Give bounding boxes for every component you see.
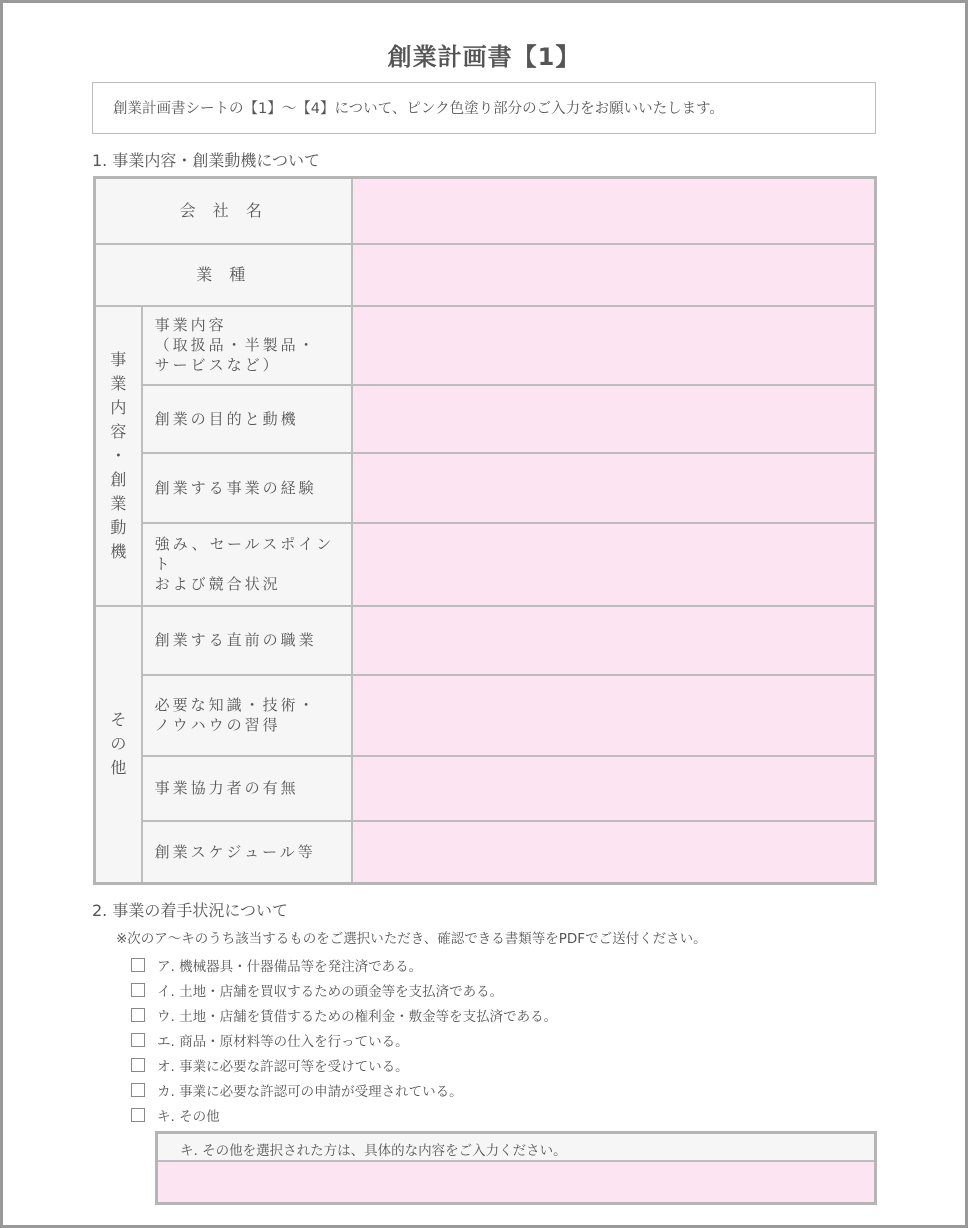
other-group-label — [95, 606, 142, 884]
option-i[interactable]: イ. 土地・店舗を買収するための頭金等を支払済である。 — [131, 977, 557, 1002]
instruction-notice: 創業計画書シートの【1】〜【4】について、ピンク色塗り部分のご入力をお願いいたします。 — [92, 82, 876, 134]
group1-label-char: 機 — [110, 541, 127, 561]
group1-label-char: 業 — [110, 373, 127, 393]
section2-note: ※次のア〜キのうち該当するものをご選択いただき、確認できる書類等をPDFでご送付ください。 — [116, 931, 707, 947]
checkbox[interactable] — [131, 1058, 145, 1072]
group1-label-char: 容 — [110, 421, 127, 441]
collaborators-input[interactable] — [352, 756, 875, 821]
option-a[interactable]: ア. 機械器具・什器備品等を発注済である。 — [131, 952, 557, 977]
knowledge-skills-label: 必要な知識・技術・ ノウハウの習得 — [142, 675, 353, 756]
option-ka[interactable]: カ. 事業に必要な許認可の申請が受理されている。 — [131, 1077, 557, 1102]
previous-job-input[interactable] — [352, 606, 875, 675]
group1-label-char: 内 — [110, 397, 127, 417]
group1-label-char: 事 — [110, 349, 127, 369]
checkbox[interactable] — [131, 1033, 145, 1047]
checkbox[interactable] — [131, 1108, 145, 1122]
group1-label-char: 業 — [110, 493, 127, 513]
option-o[interactable]: オ. 事業に必要な許認可等を受けている。 — [131, 1052, 557, 1077]
section2-heading: 2. 事業の着手状況について — [92, 901, 289, 920]
industry-label: 業 種 — [95, 244, 353, 306]
strengths-competition-input[interactable] — [352, 523, 875, 606]
group1-label-char: ・ — [110, 445, 127, 465]
purpose-motive-label: 創業の目的と動機 — [142, 385, 353, 453]
section1-heading: 1. 事業内容・創業動機について — [92, 151, 321, 170]
schedule-label: 創業スケジュール等 — [142, 821, 353, 884]
business-experience-input[interactable] — [352, 453, 875, 523]
group1-label-char: 動 — [110, 517, 127, 537]
checkbox[interactable] — [131, 1083, 145, 1097]
status-checklist — [131, 952, 557, 1127]
business-content-input[interactable] — [352, 306, 875, 385]
collaborators-label: 事業協力者の有無 — [142, 756, 353, 821]
checkbox[interactable] — [131, 983, 145, 997]
business-content-label: 事業内容 （取扱品・半製品・ サービスなど） — [142, 306, 353, 385]
industry-input[interactable] — [352, 244, 875, 306]
strengths-competition-label: 強み、セールスポイント および競合状況 — [142, 523, 353, 606]
option-ki[interactable]: キ. その他 — [131, 1102, 557, 1127]
other-details-instruction: キ. その他を選択された方は、具体的な内容をご入力ください。 — [158, 1134, 874, 1162]
group2-label-char: の — [110, 734, 127, 754]
checkbox[interactable] — [131, 1008, 145, 1022]
group2-label-char: 他 — [110, 758, 127, 778]
company-name-label: 会 社 名 — [95, 178, 353, 244]
option-e[interactable]: エ. 商品・原材料等の仕入を行っている。 — [131, 1027, 557, 1052]
business-motive-group-label — [95, 306, 142, 606]
group1-label-char: 創 — [110, 469, 127, 489]
other-details-input[interactable] — [158, 1162, 874, 1202]
purpose-motive-input[interactable] — [352, 385, 875, 453]
business-plan-table — [93, 176, 877, 885]
other-details-box — [155, 1131, 877, 1205]
business-experience-label: 創業する事業の経験 — [142, 453, 353, 523]
checkbox[interactable] — [131, 958, 145, 972]
group2-label-char: そ — [110, 710, 127, 730]
schedule-input[interactable] — [352, 821, 875, 884]
company-name-input[interactable] — [352, 178, 875, 244]
previous-job-label: 創業する直前の職業 — [142, 606, 353, 675]
option-u[interactable]: ウ. 土地・店舗を賃借するための権利金・敷金等を支払済である。 — [131, 1002, 557, 1027]
page-title: 創業計画書【1】 — [387, 43, 581, 71]
knowledge-skills-input[interactable] — [352, 675, 875, 756]
